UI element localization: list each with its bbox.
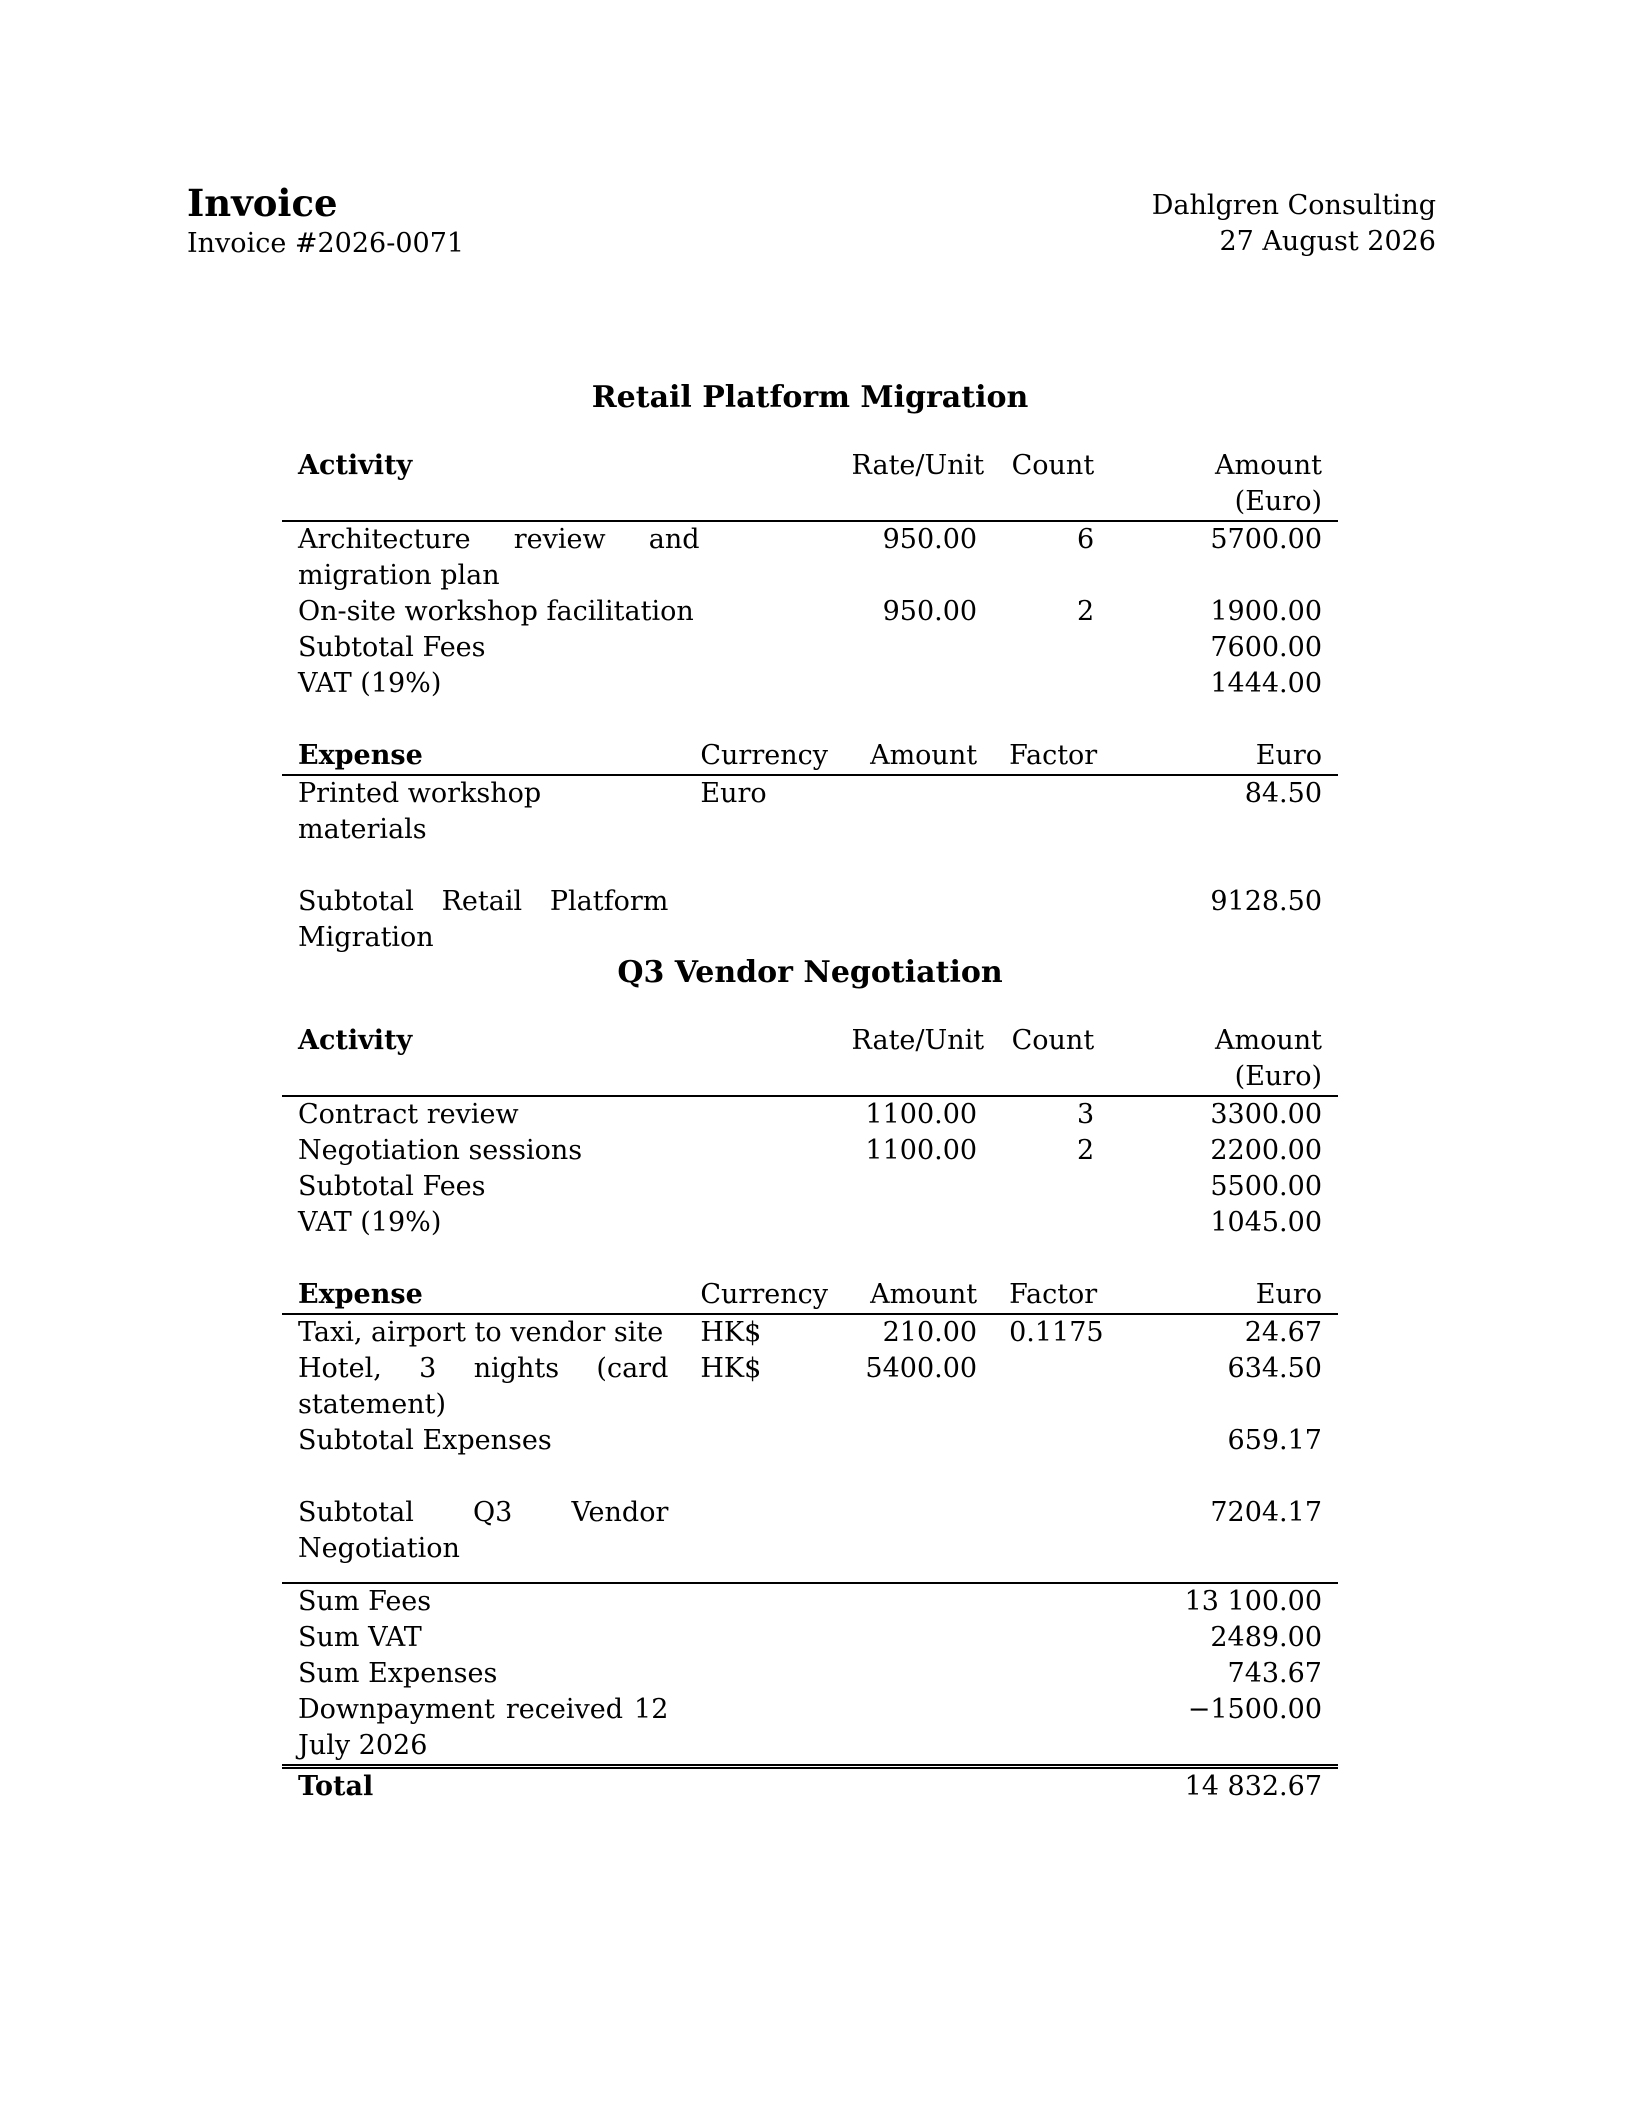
downpayment-value: −1500.00 [1187, 1694, 1322, 1725]
expense-header-row [282, 1277, 1338, 1314]
activity-name: Contract review [298, 1099, 519, 1130]
subtotal-fees-label: Subtotal Fees [298, 1171, 486, 1202]
project-title: Q3 Vendor Negotiation [617, 955, 1003, 990]
activity-rate: 1100.00 [865, 1099, 978, 1130]
project-section-retail [282, 378, 1338, 956]
invoice-number: Invoice #2026-0071 [187, 228, 465, 259]
activity-header-row [282, 1023, 1338, 1096]
expense-col-header: Expense [282, 738, 684, 775]
activity-name: Architecture review and migration plan [298, 524, 700, 591]
activity-rate: 950.00 [882, 596, 978, 627]
rate-col-header: Rate/Unit [836, 1023, 994, 1096]
activity-count: 3 [1076, 1099, 1095, 1130]
subtotal-expenses-label: Subtotal Expenses [298, 1425, 552, 1456]
project-table [282, 448, 1338, 956]
activity-count: 6 [1076, 524, 1095, 555]
totals-table [282, 1582, 1338, 1805]
expense-currency: HK$ [700, 1353, 762, 1384]
project-title: Retail Platform Migration [591, 380, 1029, 415]
activity-row [282, 521, 1338, 594]
activity-name: On-site workshop facilitation [298, 596, 694, 627]
subtotal-fees-value: 5500.00 [1210, 1171, 1322, 1202]
expense-row [282, 1314, 1338, 1351]
project-subtotal-label: Subtotal Retail Platform Migration [298, 886, 669, 953]
subtotal-fees-row [282, 1169, 1338, 1205]
expense-row [282, 775, 1338, 848]
sum-expenses-label: Sum Expenses [298, 1658, 498, 1689]
activity-count: 2 [1076, 1135, 1095, 1166]
activity-row [282, 1133, 1338, 1169]
euro-col-header: Euro [1110, 1277, 1338, 1314]
activity-amount: 5700.00 [1210, 524, 1322, 555]
activity-row [282, 1096, 1338, 1133]
project-subtotal-row [282, 1495, 1338, 1567]
invoice-title: Invoice [187, 181, 338, 225]
activity-amount: 3300.00 [1210, 1099, 1322, 1130]
expense-col-header: Expense [282, 1277, 684, 1314]
count-col-header: Count [993, 448, 1110, 521]
expense-amount [836, 775, 994, 848]
vat-row [282, 1205, 1338, 1241]
downpayment-label: Downpayment received 12 July 2026 [298, 1694, 669, 1761]
total-label: Total [282, 1767, 684, 1806]
euro-col-header: Euro [1110, 738, 1338, 775]
downpayment-row [282, 1692, 1338, 1767]
activity-col-header: Activity [282, 448, 684, 521]
factor-col-header: Factor [993, 1277, 1110, 1314]
sum-vat-value: 2489.00 [1210, 1622, 1322, 1653]
expense-name: Hotel, 3 nights (card statement) [298, 1353, 669, 1420]
sum-fees-value: 13 100.00 [1184, 1586, 1322, 1617]
project-subtotal-value: 9128.50 [1210, 886, 1322, 917]
activity-name: Negotiation sessions [298, 1135, 583, 1166]
subtotal-expenses-value: 659.17 [1227, 1425, 1322, 1456]
activity-count: 2 [1076, 596, 1095, 627]
sum-vat-row [282, 1620, 1338, 1656]
activity-header-row [282, 448, 1338, 521]
count-col-header: Count [993, 1023, 1110, 1096]
sum-fees-label: Sum Fees [298, 1586, 432, 1617]
rate-col-header: Rate/Unit [836, 448, 994, 521]
project-subtotal-row [282, 884, 1338, 956]
vat-label: VAT (19%) [298, 1207, 442, 1238]
activity-rate: 1100.00 [865, 1135, 978, 1166]
invoice-header-right [1152, 188, 1436, 260]
total-value: 14 832.67 [1110, 1767, 1338, 1806]
vat-value: 1045.00 [1210, 1207, 1322, 1238]
activity-amount: 2200.00 [1210, 1135, 1322, 1166]
expense-factor [993, 775, 1110, 848]
project-section-vendor [282, 953, 1338, 1567]
vat-row [282, 666, 1338, 702]
expense-amount-col-header: Amount [836, 1277, 994, 1314]
invoice-date: 27 August 2026 [1219, 226, 1436, 257]
factor-col-header: Factor [993, 738, 1110, 775]
expense-header-row [282, 738, 1338, 775]
subtotal-fees-label: Subtotal Fees [298, 632, 486, 663]
subtotal-fees-value: 7600.00 [1210, 632, 1322, 663]
amount-col-header: Amount (Euro) [1110, 448, 1338, 521]
vat-value: 1444.00 [1210, 668, 1322, 699]
expense-euro: 84.50 [1244, 778, 1322, 809]
activity-col-header: Activity [282, 1023, 684, 1096]
activity-rate: 950.00 [882, 524, 978, 555]
expense-euro: 24.67 [1244, 1317, 1322, 1348]
expense-currency: Euro [700, 778, 767, 809]
project-subtotal-label: Subtotal Q3 Vendor Negotiation [298, 1497, 669, 1564]
expense-currency: HK$ [700, 1317, 762, 1348]
totals-section [282, 1582, 1338, 1805]
expense-amount: 5400.00 [865, 1353, 978, 1384]
currency-col-header: Currency [684, 738, 835, 775]
expense-row [282, 1351, 1338, 1423]
expense-factor: 0.1175 [1009, 1317, 1104, 1348]
vat-label: VAT (19%) [298, 668, 442, 699]
currency-col-header: Currency [684, 1277, 835, 1314]
expense-amount-col-header: Amount [836, 738, 994, 775]
expense-euro: 634.50 [1227, 1353, 1322, 1384]
activity-row [282, 594, 1338, 630]
expense-name: Printed workshop materials [298, 778, 542, 845]
subtotal-fees-row [282, 630, 1338, 666]
subtotal-expenses-row [282, 1423, 1338, 1459]
activity-amount: 1900.00 [1210, 596, 1322, 627]
sum-expenses-row [282, 1656, 1338, 1692]
expense-name: Taxi, airport to vendor site [298, 1317, 664, 1348]
total-row [282, 1767, 1338, 1806]
sum-expenses-value: 743.67 [1227, 1658, 1322, 1689]
sum-fees-row [282, 1583, 1338, 1620]
amount-col-header: Amount (Euro) [1110, 1023, 1338, 1096]
expense-factor [993, 1351, 1110, 1423]
sum-vat-label: Sum VAT [298, 1622, 422, 1653]
project-table [282, 1023, 1338, 1567]
expense-amount: 210.00 [882, 1317, 978, 1348]
invoice-header-left [187, 180, 464, 262]
project-subtotal-value: 7204.17 [1210, 1497, 1322, 1528]
company-name: Dahlgren Consulting [1151, 190, 1436, 221]
